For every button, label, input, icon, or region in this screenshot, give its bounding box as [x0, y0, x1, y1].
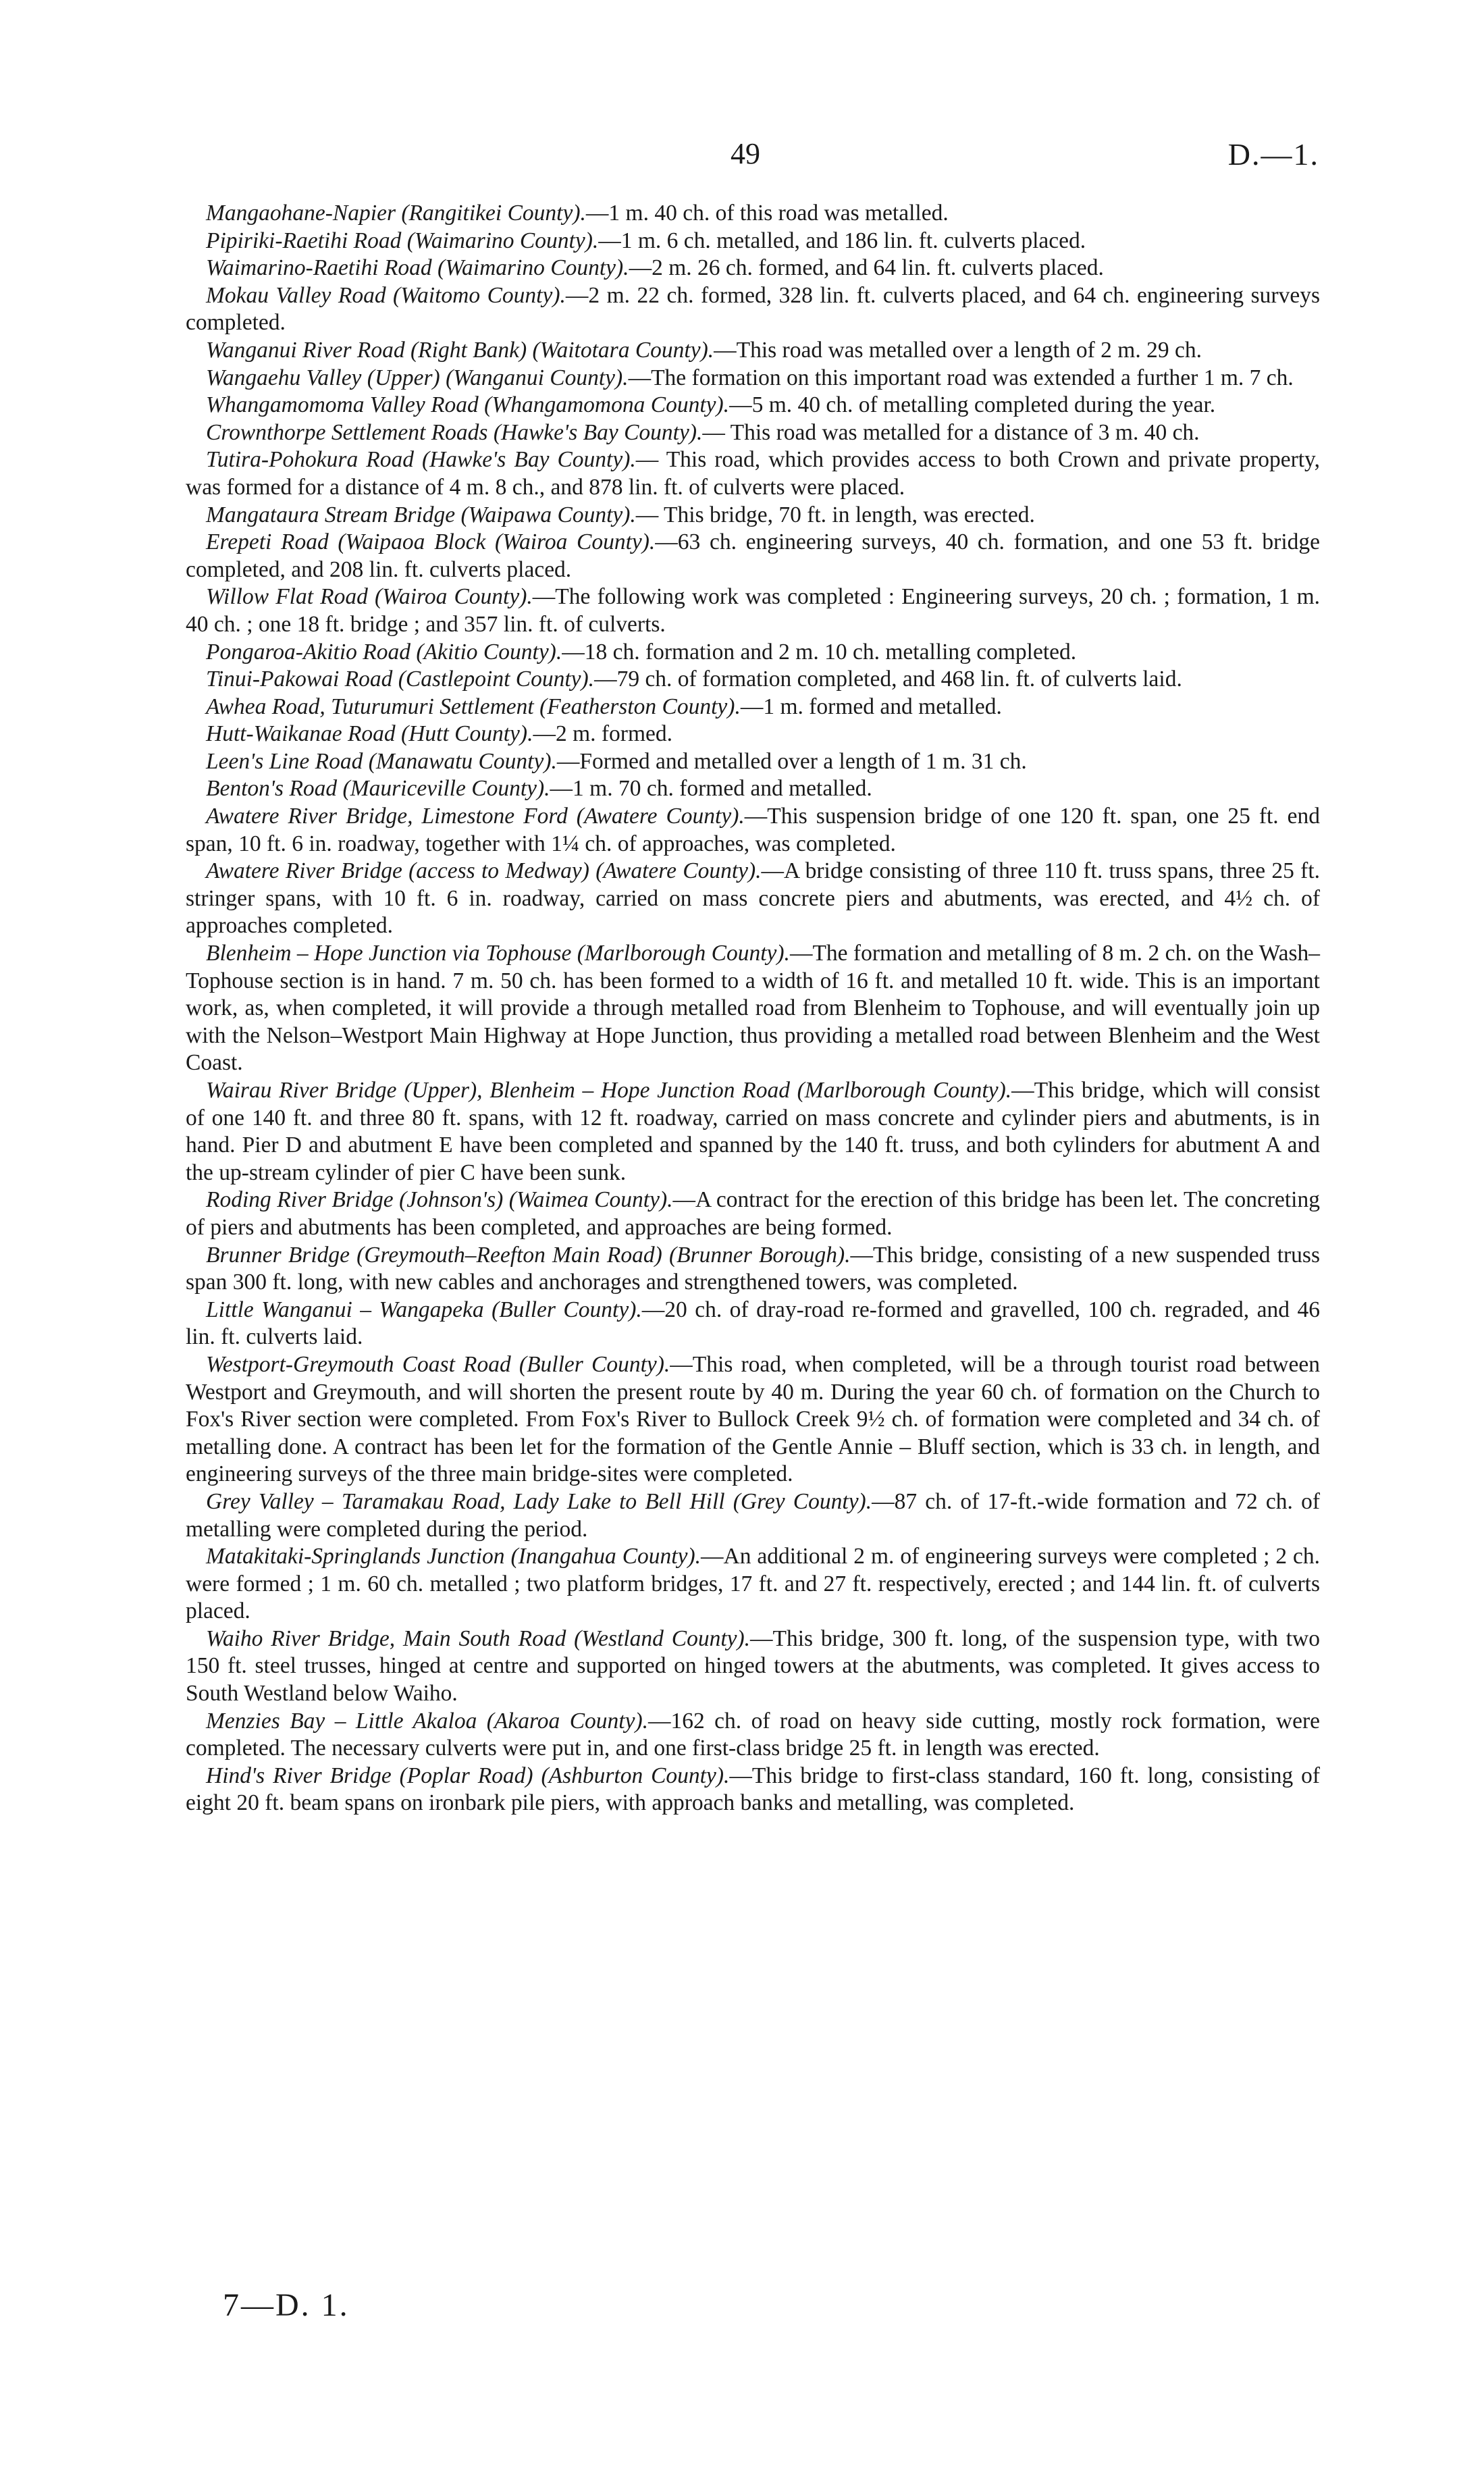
entry-text: —18 ch. formation and 2 m. 10 ch. metalling completed.: [562, 639, 1077, 665]
entry-title: Waimarino-Raetihi Road (Waimarino County).: [206, 255, 629, 281]
entry-title: Grey Valley – Taramakau Road, Lady Lake to Bell Hill (Grey County).: [206, 1488, 872, 1514]
report-entry: [186, 419, 1320, 447]
entry-title: Menzies Bay – Little Akaloa (Akaroa County).: [206, 1708, 648, 1734]
page-header: [0, 139, 1484, 180]
report-body: [186, 200, 1320, 1817]
entry-text: —162 ch. of road on heavy side cutting, mostly rock formation, were completed. The necessary culverts were put in, and one first-class bridge 25 ft. in length was erected.: [186, 1708, 1320, 1761]
entry-text: —1 m. 40 ch. of this road was metalled.: [585, 201, 949, 226]
entry-text: —2 m. formed.: [533, 721, 672, 747]
report-entry: [186, 1242, 1320, 1297]
entry-text: —2 m. 26 ch. formed, and 64 lin. ft. culverts placed.: [629, 255, 1104, 281]
entry-text: —87 ch. of 17-ft.-wide formation and 72 ch. of metalling were completed during the period.: [186, 1488, 1320, 1542]
report-entry: [186, 502, 1320, 529]
entry-text: —This bridge, which will consist of one 140 ft. and three 80 ft. spans, with 12 ft. roadway, carried on mass concrete and cylinder piers and abutments, is in hand. Pier D and abutment E have been completed and spanned by the 140 ft. truss, and both cylinders for abutment A and the up-stream cylinder of pier C have been sunk.: [186, 1078, 1320, 1185]
entry-title: Benton's Road (Mauriceville County).: [206, 776, 550, 802]
entry-title: Matakitaki-Springlands Junction (Inangahua County).: [206, 1544, 701, 1569]
entry-text: —This road, when completed, will be a through tourist road between Westport and Greymouth, and will shorten the present route by 40 m. During the year 60 ch. of formation on the Church to Fox's River section were completed. From Fox's River to Bullock Creek 9½ ch. of formation were completed and 34 ch. of metalling done. A contract has been let for the formation of the Gentle Annie – Bluff section, which is 33 ch. in length, and engineering surveys of the three main bridge-sites were completed.: [186, 1351, 1320, 1487]
entry-title: Whangamomoma Valley Road (Whangamomona County).: [206, 392, 730, 418]
entry-title: Little Wanganui – Wangapeka (Buller County).: [206, 1297, 642, 1322]
report-entry: [186, 775, 1320, 803]
report-entry: [186, 940, 1320, 1077]
entry-text: —The formation and metalling of 8 m. 2 ch. on the Wash–Tophouse section is in hand. 7 m. 50 ch. has been formed to a width of 16 ft. and metalled 10 ft. wide. This is an important work, as, when completed, it will provide a through metalled road from Blenheim to Tophouse, and will eventually join up with the Nelson–Westport Main Highway at Hope Junction, thus providing a metalled road between Blenheim and the West Coast.: [186, 941, 1321, 1076]
report-entry: [186, 1488, 1320, 1543]
entry-text: —1 m. 6 ch. metalled, and 186 lin. ft. culverts placed.: [598, 228, 1086, 253]
report-entry: [186, 1077, 1320, 1187]
report-entry: [186, 392, 1320, 419]
entry-title: Roding River Bridge (Johnson's) (Waimea County).: [206, 1187, 673, 1213]
report-entry: [186, 1708, 1320, 1763]
report-entry: [186, 446, 1320, 501]
report-entry: [186, 1297, 1320, 1351]
entry-text: —1 m. 70 ch. formed and metalled.: [550, 776, 872, 802]
report-entry: [186, 694, 1320, 721]
entry-text: — This road, which provides access to both Crown and private property, was formed for a distance of 4 m. 8 ch., and 878 lin. ft. of culverts were placed.: [186, 447, 1321, 500]
entry-title: Wangaehu Valley (Upper) (Wanganui County).: [206, 365, 629, 390]
entry-text: —2 m. 22 ch. formed, 328 lin. ft. culverts placed, and 64 ch. engineering surveys completed.: [186, 282, 1320, 336]
entry-text: —This bridge, consisting of a new suspended truss span 300 ft. long, with new cables and anchorages and strengthened towers, was completed.: [186, 1242, 1320, 1295]
entry-title: Hind's River Bridge (Poplar Road) (Ashburton County).: [206, 1763, 730, 1788]
entry-title: Hutt-Waikanae Road (Hutt County).: [206, 721, 533, 747]
report-entry: [186, 583, 1320, 638]
report-entry: [186, 1187, 1320, 1241]
entry-text: —This road was metalled over a length of 2 m. 29 ch.: [714, 337, 1202, 363]
signature-mark: 7—D. 1.: [223, 2287, 350, 2323]
report-entry: [186, 666, 1320, 694]
entry-text: —This bridge to first-class standard, 160 ft. long, consisting of eight 20 ft. beam spans on ironbark pile piers, with approach banks and metalling, was completed.: [186, 1763, 1321, 1816]
report-entry: [186, 1625, 1320, 1708]
entry-text: —This bridge, 300 ft. long, of the suspension type, with two 150 ft. steel trusses, hinged at centre and supported on hinged towers at the abutments, was completed. It gives access to South Westland below Waiho.: [186, 1625, 1321, 1707]
entry-title: Wanganui River Road (Right Bank) (Waitotara County).: [206, 337, 714, 363]
report-entry: [186, 255, 1320, 282]
entry-title: Tinui-Pakowai Road (Castlepoint County).: [206, 667, 595, 692]
page-number: 49: [731, 137, 760, 170]
report-entry: [186, 228, 1320, 255]
entry-title: Crownthorpe Settlement Roads (Hawke's Bay County).: [206, 419, 703, 445]
entry-text: —1 m. formed and metalled.: [740, 694, 1002, 719]
entry-text: —An additional 2 m. of engineering surveys were completed ; 2 ch. were formed ; 1 m. 60 ch. metalled ; two platform bridges, 17 ft. and 27 ft. respectively, erected ; and 144 lin. ft. of culverts placed.: [186, 1544, 1321, 1624]
document-reference: D.—1.: [1227, 137, 1319, 172]
report-entry: [186, 337, 1320, 365]
entry-title: Mangaohane-Napier (Rangitikei County).: [206, 201, 586, 226]
entry-text: — This bridge, 70 ft. in length, was erected.: [635, 502, 1035, 527]
entry-text: —A bridge consisting of three 110 ft. truss spans, three 25 ft. stringer spans, with 10 ft. 6 in. roadway, carried on mass concrete piers and abutments, was erected, and 4½ ch. of approaches completed.: [186, 858, 1321, 939]
entry-title: Willow Flat Road (Wairoa County).: [206, 584, 533, 610]
report-entry: [186, 282, 1320, 337]
entry-text: —A contract for the erection of this bridge has been let. The concreting of piers and abutments has been completed, and approaches are being formed.: [186, 1187, 1320, 1240]
entry-title: Wairau River Bridge (Upper), Blenheim – Hope Junction Road (Marlborough County).: [206, 1078, 1012, 1103]
report-entry: [186, 858, 1320, 940]
entry-text: —20 ch. of dray-road re-formed and gravelled, 100 ch. regraded, and 46 lin. ft. culverts laid.: [186, 1297, 1320, 1350]
entry-title: Tutira-Pohokura Road (Hawke's Bay County).: [206, 447, 636, 473]
entry-title: Pipiriki-Raetihi Road (Waimarino County).: [206, 228, 599, 253]
entry-text: — This road was metalled for a distance of 3 m. 40 ch.: [702, 419, 1200, 445]
report-entry: [186, 639, 1320, 667]
entry-text: —5 m. 40 ch. of metalling completed during the year.: [729, 392, 1216, 418]
entry-title: Leen's Line Road (Manawatu County).: [206, 748, 557, 774]
entry-text: —The formation on this important road was extended a further 1 m. 7 ch.: [628, 365, 1294, 390]
report-entry: [186, 1763, 1320, 1817]
report-entry: [186, 200, 1320, 228]
entry-text: —Formed and metalled over a length of 1 m. 31 ch.: [556, 748, 1027, 774]
entry-title: Mokau Valley Road (Waitomo County).: [206, 282, 566, 308]
entry-title: Pongaroa-Akitio Road (Akitio County).: [206, 639, 562, 665]
entry-title: Westport-Greymouth Coast Road (Buller County).: [206, 1351, 670, 1377]
report-entry: [186, 721, 1320, 748]
report-entry: [186, 365, 1320, 392]
entry-title: Blenheim – Hope Junction via Tophouse (Marlborough County).: [206, 941, 790, 966]
entry-text: —63 ch. engineering surveys, 40 ch. formation, and one 53 ft. bridge completed, and 208 lin. ft. culverts placed.: [186, 529, 1320, 582]
report-entry: [186, 529, 1320, 583]
entry-text: —This suspension bridge of one 120 ft. span, one 25 ft. end span, 10 ft. 6 in. roadway, together with 1¼ ch. of approaches, was completed.: [186, 804, 1320, 856]
entry-title: Awatere River Bridge, Limestone Ford (Awatere County).: [206, 804, 745, 829]
entry-title: Awhea Road, Tuturumuri Settlement (Featherston County).: [206, 694, 741, 719]
entry-text: —79 ch. of formation completed, and 468 lin. ft. of culverts laid.: [594, 667, 1182, 692]
report-entry: [186, 1351, 1320, 1488]
entry-text: —The following work was completed : Engineering surveys, 20 ch. ; formation, 1 m. 40 ch. ; one 18 ft. bridge ; and 357 lin. ft. of culverts.: [186, 584, 1320, 637]
report-entry: [186, 748, 1320, 776]
report-entry: [186, 1543, 1320, 1625]
entry-title: Waiho River Bridge, Main South Road (Westland County).: [206, 1625, 751, 1651]
entry-title: Erepeti Road (Waipaoa Block (Wairoa County).: [206, 529, 656, 555]
entry-title: Mangataura Stream Bridge (Waipawa County).: [206, 502, 636, 527]
report-entry: [186, 803, 1320, 858]
entry-title: Awatere River Bridge (access to Medway) (Awatere County).: [206, 858, 762, 884]
entry-title: Brunner Bridge (Greymouth–Reefton Main Road) (Brunner Borough).: [206, 1242, 851, 1268]
